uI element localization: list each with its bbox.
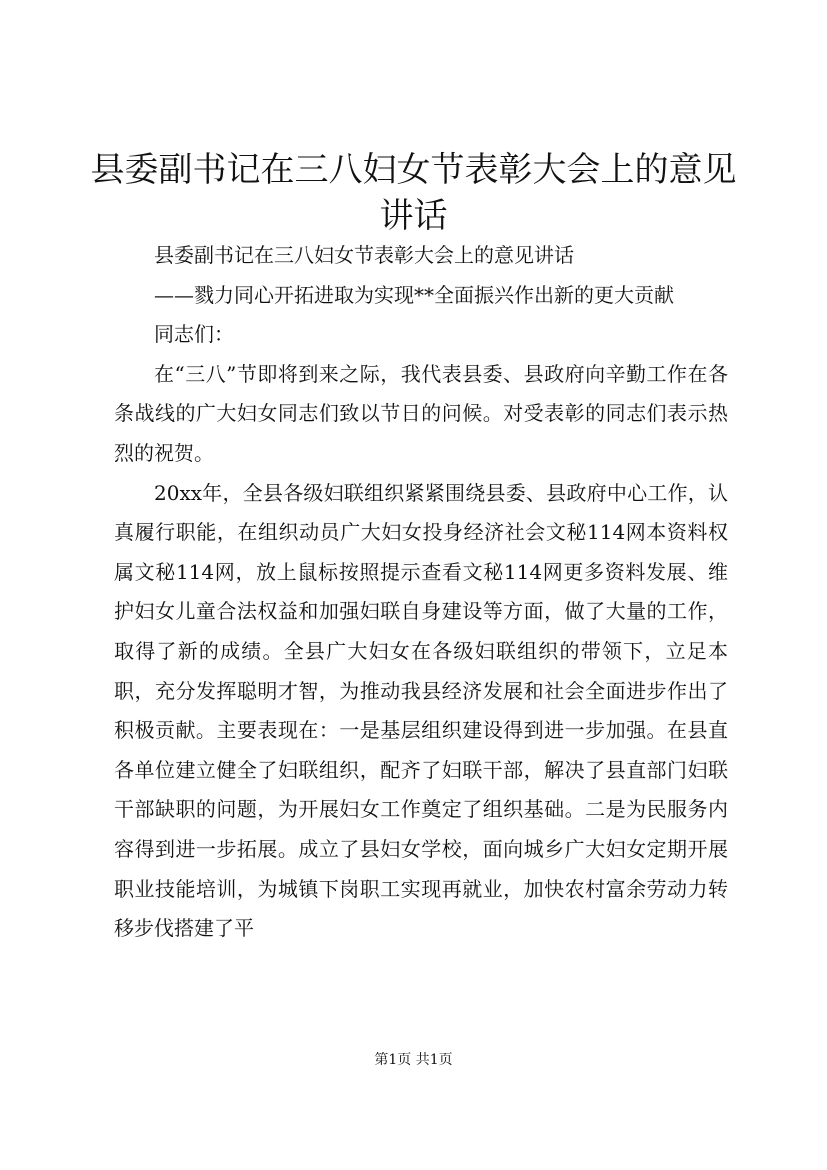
paragraph-subtitle: 县委副书记在三八妇女节表彰大会上的意见讲话 [154,243,574,267]
paragraph-theme: ——戮力同心开拓进取为实现**全面振兴作出新的更大贡献 [154,282,674,307]
page-footer: 第1页 共1页 [374,1052,453,1068]
document-title: 县委副书记在三八妇女节表彰大会上的意见讲话 [90,150,737,236]
document-body [114,236,728,949]
paragraph-greeting: 在“三八”节即将到来之际，我代表县委、县政府向辛勤工作在各条战线的广大妇女同志们致以节日的问候。对受表彰的同志们表示热烈的祝贺。 [114,361,728,465]
paragraph-achievements: 20xx年，全县各级妇联组织紧紧围绕县委、县政府中心工作，认真履行职能，在组织动员广大妇女投身经济社会文秘114网本资料权属文秘114网，放上鼠标按照提示查看文秘114网更多资料发展、维护妇女儿童合法权益和加强妇联自身建设等方面，做了大量的工作，取得了新的成绩。全县广大妇女在各级妇联组织的带领下，立足本职，充分发挥聪明才智，为推动我县经济发展和社会全面进步作出了积极贡献。主要表现在：一是基层组织建设得到进一步加强。在县直各单位建立健全了妇联组织，配齐了妇联干部，解决了县直部门妇联干部缺职的问题，为开展妇女工作奠定了组织基础。二是为民服务内容得到进一步拓展。成立了县妇女学校，面向城乡广大妇女定期开展职业技能培训，为城镇下岗职工实现再就业，加快农村富余劳动力转移步伐搭建了平 [114,480,728,941]
paragraph-salutation: 同志们： [154,322,234,347]
